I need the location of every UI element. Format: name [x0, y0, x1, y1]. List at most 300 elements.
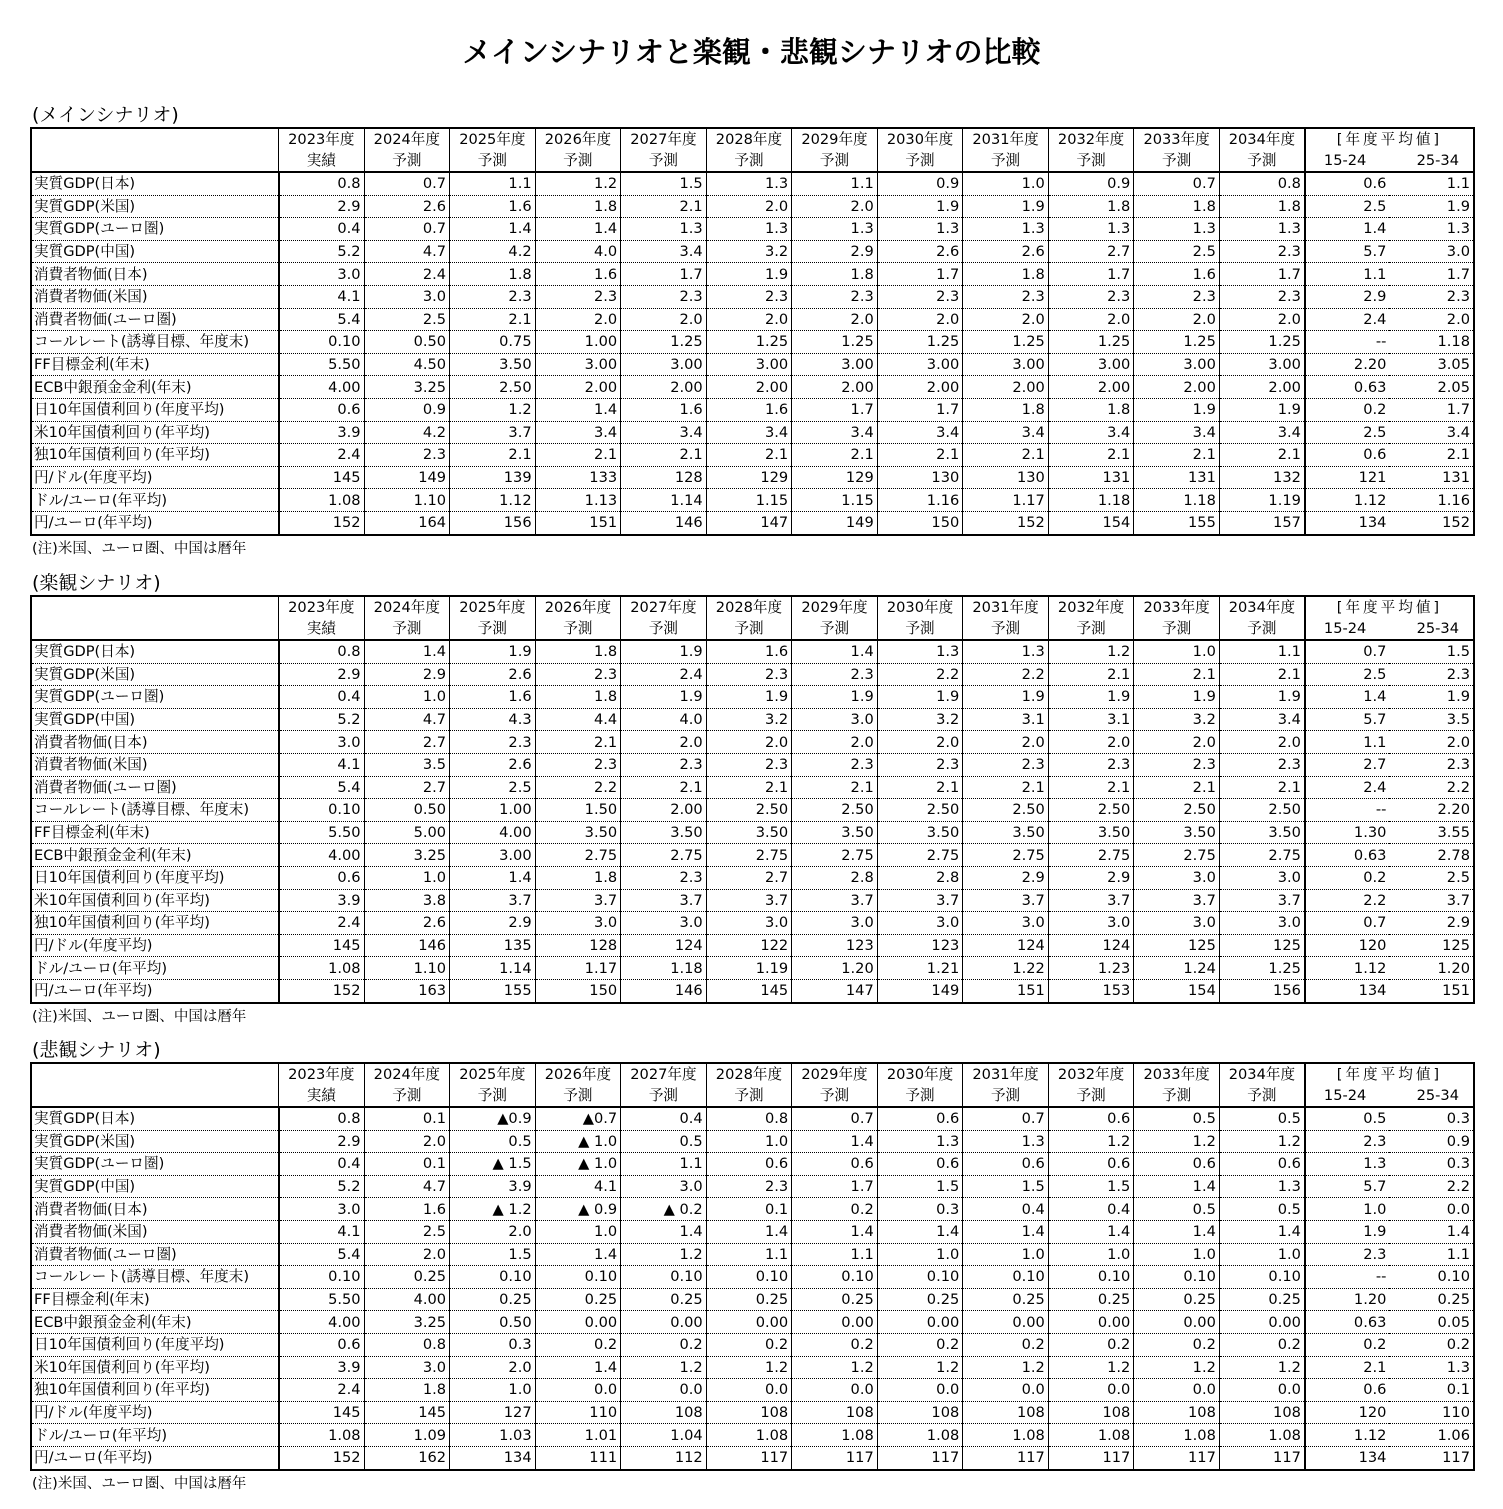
header-year: 2031年度	[963, 1063, 1049, 1085]
table-cell: 2.5	[1134, 240, 1220, 263]
row-label: 独10年国債利回り(年平均)	[31, 912, 279, 935]
table-cell: 2.4	[1305, 308, 1390, 331]
table-cell: 149	[877, 979, 963, 1002]
table-cell: 1.3	[1219, 218, 1305, 241]
table-cell: 3.00	[1134, 353, 1220, 376]
table-cell: 2.1	[1134, 663, 1220, 686]
row-label: 消費者物価(ユーロ圏)	[31, 1243, 279, 1266]
table-cell: 0.0	[877, 1379, 963, 1402]
table-cell: 0.6	[279, 1333, 365, 1356]
table-cell: --	[1305, 1266, 1390, 1289]
table-cell: 1.9	[621, 686, 707, 709]
table-cell: 2.1	[1048, 663, 1134, 686]
row-label: 消費者物価(米国)	[31, 1220, 279, 1243]
table-cell: 2.9	[450, 912, 536, 935]
table-cell: 0.10	[535, 1266, 621, 1289]
table-cell: 2.75	[1134, 844, 1220, 867]
table-cell: 2.2	[1389, 1175, 1474, 1198]
table-cell: 1.9	[1389, 195, 1474, 218]
table-cell: 1.7	[1219, 263, 1305, 286]
table-cell: 3.5	[1389, 708, 1474, 731]
table-row	[31, 753, 1474, 776]
table-cell: 4.7	[364, 1175, 450, 1198]
table-cell: 117	[792, 1446, 878, 1469]
table-cell: 0.10	[792, 1266, 878, 1289]
table-row	[31, 1266, 1474, 1289]
table-cell: 2.20	[1389, 799, 1474, 822]
table-cell: 0.2	[792, 1333, 878, 1356]
header-year: 2027年度	[621, 128, 707, 150]
table-cell: 0.4	[963, 1198, 1049, 1221]
table-cell: 1.9	[706, 686, 792, 709]
table-cell: 1.03	[450, 1424, 536, 1447]
table-cell: 1.3	[963, 640, 1049, 663]
table-cell: 1.4	[792, 1130, 878, 1153]
table-cell: 0.6	[706, 1153, 792, 1176]
table-cell: 0.6	[1048, 1107, 1134, 1130]
table-cell: 1.4	[963, 1220, 1049, 1243]
row-label: 日10年国債利回り(年度平均)	[31, 866, 279, 889]
header-sub: 予測	[706, 150, 792, 172]
table-cell: ▲ 0.9	[535, 1198, 621, 1221]
table-cell: 2.50	[963, 799, 1049, 822]
table-cell: 1.25	[621, 331, 707, 354]
table-row	[31, 1446, 1474, 1469]
table-cell: 2.3	[364, 444, 450, 467]
table-cell: 164	[364, 511, 450, 534]
row-label: 円/ドル(年度平均)	[31, 1401, 279, 1424]
table-cell: 3.0	[1048, 912, 1134, 935]
table-cell: 0.6	[963, 1153, 1049, 1176]
table-cell: 3.7	[792, 889, 878, 912]
table-cell: 1.4	[535, 218, 621, 241]
table-cell: 3.50	[877, 821, 963, 844]
table-cell: 130	[963, 466, 1049, 489]
table-cell: 1.17	[963, 489, 1049, 512]
table-cell: 2.7	[1305, 753, 1390, 776]
row-label: 円/ドル(年度平均)	[31, 466, 279, 489]
table-cell: 0.0	[1048, 1379, 1134, 1402]
table-cell: 1.7	[877, 263, 963, 286]
table-cell: 134	[450, 1446, 536, 1469]
table-cell: 4.7	[364, 708, 450, 731]
table-cell: 0.10	[279, 799, 365, 822]
table-cell: 0.8	[364, 1333, 450, 1356]
table-cell: 1.15	[792, 489, 878, 512]
table-cell: 5.4	[279, 1243, 365, 1266]
header-blank	[31, 1063, 279, 1085]
table-cell: 151	[1442, 982, 1470, 1000]
table-cell: 2.0	[706, 731, 792, 754]
table-cell: 1.2	[1048, 640, 1134, 663]
table-cell: 2.3	[877, 285, 963, 308]
table-cell: 149	[364, 466, 450, 489]
table-cell: 1.2	[450, 398, 536, 421]
table-cell: 4.00	[279, 844, 365, 867]
row-label: FF目標金利(年末)	[31, 1288, 279, 1311]
table-cell: 127	[450, 1401, 536, 1424]
table-cell: 1.1	[1389, 172, 1474, 195]
table-cell: 0.0	[1389, 1198, 1474, 1221]
forecast-table-optimistic	[30, 595, 1475, 1004]
table-cell: 5.4	[279, 308, 365, 331]
table-cell: 3.4	[1219, 708, 1305, 731]
table-cell: 2.3	[792, 753, 878, 776]
table-row	[31, 489, 1474, 512]
table-cell: 0.10	[450, 1266, 536, 1289]
header-year: 2028年度	[706, 1063, 792, 1085]
table-cell: 1.4	[1305, 218, 1390, 241]
table-cell: 2.4	[364, 263, 450, 286]
table-cell: 2.50	[1134, 799, 1220, 822]
table-cell: 2.3	[1389, 663, 1474, 686]
table-row	[31, 1311, 1474, 1334]
table-cell: 5.4	[279, 776, 365, 799]
table-cell: 0.00	[1048, 1311, 1134, 1334]
header-sub: 実績	[279, 1085, 365, 1107]
table-cell: 2.1	[792, 444, 878, 467]
table-cell: 2.9	[279, 1130, 365, 1153]
table-cell: 117	[1219, 1446, 1305, 1469]
table-cell: 0.2	[621, 1333, 707, 1356]
header-blank	[31, 596, 279, 618]
table-cell: 0.3	[1389, 1153, 1474, 1176]
table-cell: 1.08	[1134, 1424, 1220, 1447]
table-cell: 4.00	[364, 1288, 450, 1311]
section-label: (楽観シナリオ)	[32, 572, 161, 594]
table-cell: 156	[450, 511, 536, 534]
table-cell: 0.10	[279, 1266, 365, 1289]
table-cell: 2.00	[963, 376, 1049, 399]
table-cell: 3.7	[1389, 889, 1474, 912]
table-cell: 1.9	[877, 195, 963, 218]
table-cell: 3.4	[1219, 421, 1305, 444]
row-label: ドル/ユーロ(年平均)	[31, 957, 279, 980]
table-cell: 0.4	[279, 686, 365, 709]
table-cell: 152	[279, 1446, 365, 1469]
header-year: 2029年度	[792, 596, 878, 618]
row-label: 消費者物価(日本)	[31, 731, 279, 754]
table-row	[31, 1175, 1474, 1198]
table-row	[31, 1356, 1474, 1379]
table-cell: 1.7	[792, 398, 878, 421]
header-sub: 予測	[792, 150, 878, 172]
table-cell: 1.08	[279, 489, 365, 512]
table-cell: 3.50	[706, 821, 792, 844]
table-cell: 2.3	[877, 753, 963, 776]
table-cell: 2.3	[621, 285, 707, 308]
table-row	[31, 240, 1474, 263]
table-cell: 0.2	[1048, 1333, 1134, 1356]
table-cell: 1.20	[1389, 957, 1474, 980]
row-label: 独10年国債利回り(年平均)	[31, 1379, 279, 1402]
table-cell: 3.50	[621, 821, 707, 844]
table-cell: 1.0	[877, 1243, 963, 1266]
header-sub: 予測	[1134, 618, 1220, 640]
header-avg-period: 25-34	[1389, 618, 1474, 640]
header-avg-title: [年度平均値]	[1305, 596, 1474, 618]
header-year: 2024年度	[364, 1063, 450, 1085]
table-cell: 2.75	[535, 844, 621, 867]
table-cell: 1.4	[792, 1220, 878, 1243]
row-label: 日10年国債利回り(年度平均)	[31, 398, 279, 421]
table-cell: 3.9	[450, 1175, 536, 1198]
table-cell: 0.7	[1305, 912, 1390, 935]
table-cell: 3.0	[535, 912, 621, 935]
table-cell: 131	[1134, 466, 1220, 489]
table-cell: 1.1	[792, 172, 878, 195]
table-cell: 1.0	[1134, 1243, 1220, 1266]
table-cell: 2.5	[1389, 866, 1474, 889]
table-cell: 1.5	[450, 1243, 536, 1266]
header-year: 2034年度	[1219, 596, 1305, 618]
header-year: 2023年度	[279, 128, 365, 150]
table-cell: 2.0	[1219, 731, 1305, 754]
table-cell: 3.50	[1219, 821, 1305, 844]
table-row	[31, 263, 1474, 286]
table-cell: 0.00	[1134, 1311, 1220, 1334]
row-label: ECB中銀預金金利(年末)	[31, 1311, 279, 1334]
table-cell: 0.10	[279, 331, 365, 354]
table-cell: 123	[792, 934, 878, 957]
table-row	[31, 934, 1474, 957]
table-cell: 4.00	[279, 1311, 365, 1334]
table-cell: 3.00	[1219, 353, 1305, 376]
table-cell: 1.9	[963, 686, 1049, 709]
table-cell: 1.3	[1389, 1356, 1474, 1379]
table-cell: 3.7	[450, 889, 536, 912]
header-sub: 予測	[621, 1085, 707, 1107]
table-cell: 0.10	[877, 1266, 963, 1289]
table-cell: 133	[535, 466, 621, 489]
table-cell: 1.8	[1219, 195, 1305, 218]
table-cell: 1.25	[792, 331, 878, 354]
table-cell: 0.50	[450, 1311, 536, 1334]
table-cell: 1.0	[963, 172, 1049, 195]
table-cell: 1.5	[621, 172, 707, 195]
table-note: (注)米国、ユーロ圏、中国は暦年	[32, 1475, 247, 1492]
table-cell: 1.25	[1134, 331, 1220, 354]
table-cell: 3.00	[706, 353, 792, 376]
table-cell: 2.05	[1389, 376, 1474, 399]
table-cell: 125	[1389, 934, 1474, 957]
table-cell: 4.1	[535, 1175, 621, 1198]
table-cell: 0.8	[1219, 172, 1305, 195]
header-sub: 予測	[963, 150, 1049, 172]
table-cell: 0.6	[877, 1107, 963, 1130]
table-cell: 2.3	[706, 1175, 792, 1198]
table-cell: 3.0	[279, 1198, 365, 1221]
table-cell: 0.25	[877, 1288, 963, 1311]
table-cell: 146	[364, 934, 450, 957]
table-cell: 0.10	[621, 1266, 707, 1289]
table-cell: 152	[279, 979, 365, 1002]
row-label: 日10年国債利回り(年度平均)	[31, 1333, 279, 1356]
table-cell: 3.00	[450, 844, 536, 867]
table-cell: 108	[1048, 1401, 1134, 1424]
table-cell: 0.63	[1305, 844, 1390, 867]
table-cell: 3.0	[877, 912, 963, 935]
table-cell: 2.75	[621, 844, 707, 867]
table-cell: 1.08	[877, 1424, 963, 1447]
table-cell: 2.1	[792, 776, 878, 799]
table-cell: 1.8	[535, 640, 621, 663]
table-cell: 153	[1048, 979, 1134, 1002]
table-cell: 0.6	[877, 1153, 963, 1176]
table-cell: 3.05	[1389, 353, 1474, 376]
header-sub: 予測	[1134, 1085, 1220, 1107]
table-cell: 2.3	[963, 753, 1049, 776]
table-cell: 1.16	[877, 489, 963, 512]
table-row	[31, 640, 1474, 663]
row-label: 消費者物価(米国)	[31, 285, 279, 308]
table-cell: 2.8	[877, 866, 963, 889]
table-row	[31, 708, 1474, 731]
table-cell: 1.22	[963, 957, 1049, 980]
table-cell: 1.3	[706, 218, 792, 241]
header-sub: 予測	[877, 1085, 963, 1107]
table-row	[31, 957, 1474, 980]
table-cell: 0.7	[1305, 640, 1390, 663]
row-label: コールレート(誘導目標、年度末)	[31, 1266, 279, 1289]
table-row	[31, 1130, 1474, 1153]
table-cell: 2.6	[450, 753, 536, 776]
table-cell: 147	[706, 511, 792, 534]
table-cell: 1.1	[1219, 640, 1305, 663]
table-cell: 1.4	[877, 1220, 963, 1243]
table-cell: 0.1	[1389, 1379, 1474, 1402]
table-cell: 1.3	[1389, 218, 1474, 241]
table-cell: 1.08	[279, 1424, 365, 1447]
table-cell: 3.0	[279, 263, 365, 286]
table-cell: 1.3	[1219, 1175, 1305, 1198]
table-cell: 0.00	[877, 1311, 963, 1334]
table-cell: 0.00	[1219, 1311, 1305, 1334]
table-cell: 3.4	[706, 421, 792, 444]
header-year: 2032年度	[1048, 596, 1134, 618]
table-cell: 2.1	[963, 444, 1049, 467]
table-cell: 3.4	[792, 421, 878, 444]
header-blank	[31, 150, 279, 172]
table-cell: 0.2	[1219, 1333, 1305, 1356]
table-cell: 2.7	[364, 731, 450, 754]
row-label: 消費者物価(ユーロ圏)	[31, 308, 279, 331]
table-row	[31, 821, 1474, 844]
table-cell: 0.25	[621, 1288, 707, 1311]
table-cell: 5.7	[1305, 240, 1390, 263]
table-cell: 2.0	[450, 1356, 536, 1379]
table-cell: 0.0	[1219, 1379, 1305, 1402]
table-cell: 145	[279, 934, 365, 957]
table-cell: 2.9	[364, 663, 450, 686]
header-blank	[31, 618, 279, 640]
table-cell: 2.1	[621, 444, 707, 467]
header-year: 2030年度	[877, 1063, 963, 1085]
table-cell: 1.8	[364, 1379, 450, 1402]
table-cell: 3.1	[1048, 708, 1134, 731]
table-cell: 2.1	[535, 444, 621, 467]
table-cell: ▲0.9	[450, 1107, 536, 1130]
table-cell: 2.3	[706, 285, 792, 308]
table-cell: 0.2	[1389, 1333, 1474, 1356]
table-cell: 1.3	[963, 218, 1049, 241]
table-cell: ▲ 0.2	[621, 1198, 707, 1221]
table-cell: 2.9	[1048, 866, 1134, 889]
table-cell: 3.9	[279, 1356, 365, 1379]
table-cell: 2.2	[1305, 889, 1390, 912]
table-cell: 1.8	[535, 195, 621, 218]
table-cell: 3.25	[364, 844, 450, 867]
table-cell: 1.06	[1389, 1424, 1474, 1447]
table-cell: 1.8	[535, 866, 621, 889]
table-cell: 4.00	[279, 376, 365, 399]
table-cell: 0.10	[706, 1266, 792, 1289]
table-cell: 154	[1134, 979, 1220, 1002]
table-cell: 1.7	[1048, 263, 1134, 286]
header-sub: 予測	[364, 1085, 450, 1107]
table-cell: 1.3	[792, 218, 878, 241]
table-cell: 0.5	[1219, 1198, 1305, 1221]
table-cell: 145	[706, 979, 792, 1002]
table-cell: 5.2	[279, 240, 365, 263]
table-cell: 131	[1048, 466, 1134, 489]
header-year: 2026年度	[535, 1063, 621, 1085]
table-cell: 145	[279, 1401, 365, 1424]
table-cell: 2.50	[877, 799, 963, 822]
row-label: 円/ユーロ(年平均)	[31, 511, 279, 534]
table-cell: 3.0	[1389, 240, 1474, 263]
table-cell: 0.5	[1219, 1107, 1305, 1130]
row-label: ドル/ユーロ(年平均)	[31, 1424, 279, 1447]
row-label: コールレート(誘導目標、年度末)	[31, 331, 279, 354]
table-cell: 2.3	[1305, 1243, 1390, 1266]
table-cell: 2.0	[963, 308, 1049, 331]
table-cell: 154	[1048, 511, 1134, 534]
header-sub: 予測	[877, 618, 963, 640]
table-cell: 117	[1442, 1449, 1470, 1467]
table-cell: 129	[706, 466, 792, 489]
table-cell: 2.0	[1389, 308, 1474, 331]
scenario-section-optimistic	[30, 571, 1475, 1027]
table-cell: 2.4	[621, 663, 707, 686]
table-cell: 3.0	[621, 1175, 707, 1198]
header-year: 2034年度	[1219, 128, 1305, 150]
header-year: 2027年度	[621, 1063, 707, 1085]
table-cell: 1.9	[1305, 1220, 1390, 1243]
table-cell: 2.0	[621, 731, 707, 754]
table-cell: 1.2	[792, 1356, 878, 1379]
table-cell: 1.2	[535, 172, 621, 195]
table-cell: 3.7	[706, 889, 792, 912]
table-cell: 0.6	[1305, 172, 1390, 195]
table-cell: 0.25	[963, 1288, 1049, 1311]
table-cell: 3.00	[621, 353, 707, 376]
table-row	[31, 308, 1474, 331]
row-label: FF目標金利(年末)	[31, 353, 279, 376]
table-cell: 1.9	[1389, 686, 1474, 709]
table-cell: 1.5	[877, 1175, 963, 1198]
table-cell: 2.5	[364, 308, 450, 331]
table-cell: 2.1	[877, 444, 963, 467]
table-cell: 1.0	[1219, 1243, 1305, 1266]
table-cell: 2.9	[1389, 912, 1474, 935]
table-cell: 1.6	[706, 398, 792, 421]
table-cell: 135	[450, 934, 536, 957]
table-note: (注)米国、ユーロ圏、中国は暦年	[32, 540, 247, 557]
table-cell: 108	[1219, 1401, 1305, 1424]
header-year: 2032年度	[1048, 1063, 1134, 1085]
header-sub: 予測	[1219, 150, 1305, 172]
